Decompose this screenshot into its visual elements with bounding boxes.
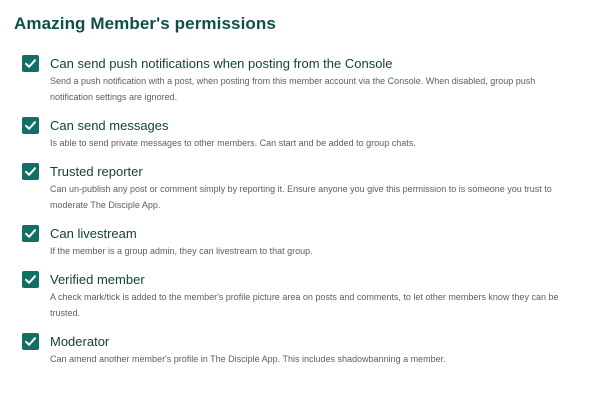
permission-verified-member <box>14 271 589 321</box>
verified-member-checkbox[interactable] <box>22 271 39 288</box>
push-notifications-checkbox[interactable] <box>22 55 39 72</box>
permission-label: Trusted reporter <box>50 164 143 179</box>
checkmark-icon <box>24 273 37 286</box>
livestream-text <box>50 225 589 259</box>
permission-push-notifications <box>14 55 589 105</box>
checkmark-icon <box>24 57 37 70</box>
permission-description: Can un-publish any post or comment simply by reporting it. Ensure anyone you give this permission to is someone you trust to moderate The Disciple App. <box>50 184 552 210</box>
checkmark-icon <box>24 165 37 178</box>
permission-moderator <box>14 333 589 367</box>
permission-trusted-reporter <box>14 163 589 213</box>
permission-description: Is able to send private messages to other members. Can start and be added to group chats. <box>50 138 416 148</box>
verified-member-text <box>50 271 589 321</box>
livestream-checkbox[interactable] <box>22 225 39 242</box>
moderator-checkbox[interactable] <box>22 333 39 350</box>
page-title: Amazing Member's permissions <box>14 14 276 33</box>
checkmark-icon <box>24 119 37 132</box>
send-messages-text <box>50 117 589 151</box>
permission-label: Can send messages <box>50 118 169 133</box>
checkmark-icon <box>24 335 37 348</box>
moderator-text <box>50 333 589 367</box>
permission-label: Can livestream <box>50 226 137 241</box>
push-notifications-text <box>50 55 589 105</box>
checkmark-icon <box>24 227 37 240</box>
permission-label: Verified member <box>50 272 145 287</box>
send-messages-checkbox[interactable] <box>22 117 39 134</box>
permission-label: Moderator <box>50 334 110 349</box>
permission-description: Can amend another member's profile in The Disciple App. This includes shadowbanning a member. <box>50 354 446 364</box>
permission-livestream <box>14 225 589 259</box>
permission-send-messages <box>14 117 589 151</box>
trusted-reporter-checkbox[interactable] <box>22 163 39 180</box>
permission-description: If the member is a group admin, they can livestream to that group. <box>50 246 313 256</box>
trusted-reporter-text <box>50 163 589 213</box>
permission-label: Can send push notifications when posting from the Console <box>50 56 393 71</box>
permission-description: Send a push notification with a post, when posting from this member account via the Console. When disabled, group push notification settings are ignored. <box>50 76 536 102</box>
permission-description: A check mark/tick is added to the member's profile picture area on posts and comments, to let other members know they can be trusted. <box>50 292 559 318</box>
